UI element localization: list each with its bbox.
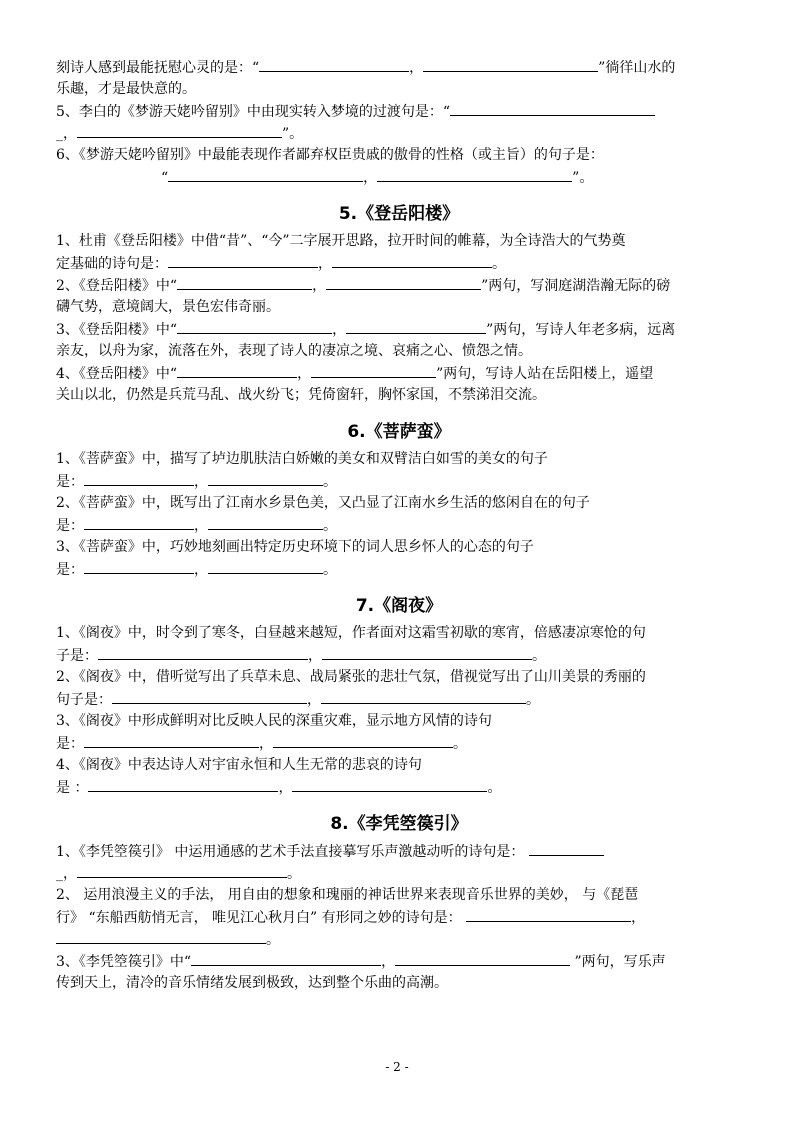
text-line (56, 644, 742, 666)
worksheet-page (56, 56, 742, 994)
line-text: 。 (532, 648, 546, 664)
text-line (56, 732, 742, 754)
line-text: ， (631, 910, 646, 926)
heading-text: 5.《登岳阳楼》 (338, 204, 460, 224)
text-line (56, 166, 742, 188)
line-text: 2、《菩萨蛮》中，既写出了江南水乡景色美，又凸显了江南水乡生活的悠闲自在的句子 (56, 495, 590, 511)
text-line (56, 78, 742, 100)
answer-blank[interactable] (168, 252, 318, 268)
text-line (56, 710, 742, 732)
line-text: 1、《阁夜》中，时令到了寒冬，白昼越来越短，作者面对这霜雪初歇的寒宵，倍感凄凉寒怆的句 (56, 625, 646, 641)
text-line (56, 666, 742, 688)
line-text: 。 (266, 932, 280, 948)
answer-blank[interactable] (346, 318, 486, 334)
line-text: 4、《阁夜》中表达诗人对宇宙永恒和人生无常的悲哀的诗句 (56, 757, 422, 773)
answer-blank[interactable] (56, 928, 266, 944)
answer-blank[interactable] (112, 688, 307, 704)
line-text: 。 (487, 780, 502, 796)
line-text: ”两句，写洞庭湖浩瀚无际的磅 (481, 278, 671, 294)
line-text: ， (297, 366, 312, 382)
text-line (56, 100, 742, 122)
line-text: ， (194, 562, 208, 578)
heading-text: 6.《菩萨蛮》 (347, 422, 451, 442)
line-text: 1、杜甫《登岳阳楼》中借“昔”、“今”二字展开思路，拉开时间的帷幕，为全诗浩大的气势奠 (56, 233, 626, 249)
line-text: ， (194, 518, 208, 534)
line-text: _， (56, 866, 77, 882)
text-line (56, 972, 742, 994)
answer-blank[interactable] (77, 122, 282, 138)
section-heading (56, 198, 742, 230)
text-line (56, 558, 742, 580)
answer-blank[interactable] (191, 950, 381, 966)
text-line (56, 384, 742, 406)
line-text: 。 (526, 692, 540, 708)
text-line (56, 362, 742, 384)
line-text: ， (363, 170, 378, 186)
answer-blank[interactable] (259, 56, 409, 72)
line-text: 定基础的诗句是： (56, 256, 168, 272)
line-text: 1、《李凭箜篌引》 中运用通感的艺术手法直接摹写乐声激越动听的诗句是： (56, 844, 529, 860)
line-text: 礴气势，意境阔大，景色宏伟奇丽。 (56, 299, 280, 315)
line-text: ， (409, 60, 424, 76)
line-text: 。 (323, 474, 337, 490)
line-text: ， (318, 256, 332, 272)
answer-blank[interactable] (98, 644, 308, 660)
line-text: 3、《阁夜》中形成鲜明对比反映人民的深重灾难，显示地方风情的诗句 (56, 713, 492, 729)
section-heading (56, 808, 742, 840)
text-line (56, 776, 742, 798)
text-line (56, 754, 742, 776)
text-line (56, 514, 742, 536)
line-text: ， (259, 736, 273, 752)
line-text: 3、《登岳阳楼》中“ (56, 322, 178, 338)
answer-blank[interactable] (273, 732, 453, 748)
line-text: 5、李白的《梦游天姥吟留别》中由现实转入梦境的过渡句是：“ (56, 104, 451, 120)
line-text: 2、《阁夜》中，借听觉写出了兵草未息、战局紧张的悲壮气氛，借视觉写出了山川美景的秀丽的 (56, 669, 646, 685)
line-text: 子是： (56, 648, 98, 664)
text-line (56, 252, 742, 274)
line-text: ”两句，写诗人站在岳阳楼上，遥望 (436, 366, 654, 382)
answer-blank[interactable] (311, 362, 436, 378)
line-text: 。 (323, 518, 337, 534)
line-text: 3、《李凭箜篌引》中“ (56, 954, 192, 970)
answer-blank[interactable] (321, 688, 526, 704)
line-text: 。 (323, 562, 337, 578)
text-line (56, 906, 742, 928)
line-text: 关山以北，仍然是兵荒马乱、战火纷飞；凭倚窗轩，胸怀家国，不禁涕泪交流。 (56, 387, 546, 403)
answer-blank[interactable] (177, 362, 297, 378)
answer-blank[interactable] (77, 862, 287, 878)
line-text: 6、《梦游天姥吟留别》中最能表现作者鄙弃权臣贵戚的傲骨的性格（或主旨）的句子是： (56, 147, 604, 163)
answer-blank[interactable] (84, 514, 194, 530)
text-line (56, 144, 742, 166)
line-text: 1、《菩萨蛮》中，描写了垆边肌肤洁白娇嫩的美女和双臂洁白如雪的美女的句子 (56, 451, 548, 467)
line-text: 行》 “东船西舫悄无言， 唯见江心秋月白” 有形同之妙的诗句是： (56, 910, 467, 926)
line-text: 刻诗人感到最能抚慰心灵的是：“ (56, 60, 260, 76)
line-text: 是： (56, 736, 84, 752)
answer-blank[interactable] (377, 166, 572, 182)
text-line (56, 622, 742, 644)
line-text: 2、《登岳阳楼》中“ (56, 278, 178, 294)
answer-blank[interactable] (450, 100, 655, 116)
line-text: ， (332, 322, 347, 338)
line-text: 亲友，以舟为家，流落在外，表现了诗人的凄凉之境、哀痛之心、愤怨之情。 (56, 343, 532, 359)
line-text: _， (56, 126, 77, 142)
text-line (56, 122, 742, 144)
text-line (56, 688, 742, 710)
line-text: 2、 运用浪漫主义的手法， 用自由的想象和瑰丽的神话世界来表现音乐世界的美妙， 与《琵琶 (56, 887, 639, 903)
section-heading (56, 590, 742, 622)
line-text: 。 (453, 736, 467, 752)
line-text: ”徜徉山水的 (598, 60, 676, 76)
answer-blank[interactable] (322, 644, 532, 660)
line-text: 传到天上，清冷的音乐情绪发展到极致，达到整个乐曲的高潮。 (56, 975, 448, 991)
line-text: ， (312, 278, 327, 294)
answer-blank[interactable] (84, 558, 194, 574)
text-line (56, 274, 742, 296)
answer-blank[interactable] (332, 252, 492, 268)
line-text: 。 (287, 866, 301, 882)
answer-blank[interactable] (208, 514, 323, 530)
answer-blank[interactable] (84, 732, 259, 748)
line-text: ”两句，写乐声 (570, 954, 666, 970)
text-line (56, 230, 742, 252)
answer-blank[interactable] (208, 470, 323, 486)
answer-blank[interactable] (466, 906, 631, 922)
answer-blank[interactable] (529, 840, 604, 856)
answer-blank[interactable] (84, 470, 194, 486)
line-text: 乐趣，才是最快意的。 (56, 81, 196, 97)
line-text: ”。 (282, 126, 304, 142)
text-line (56, 296, 742, 318)
line-text: 。 (492, 256, 506, 272)
text-line (56, 884, 742, 906)
text-line (56, 56, 742, 78)
text-line (56, 862, 742, 884)
answer-blank[interactable] (423, 56, 598, 72)
text-line (56, 470, 742, 492)
text-line (56, 318, 742, 340)
line-text: 是： (56, 518, 84, 534)
line-text: ， (307, 692, 321, 708)
line-text: 句子是： (56, 692, 112, 708)
answer-blank[interactable] (326, 274, 481, 290)
answer-blank[interactable] (395, 950, 570, 966)
line-text: 3、《菩萨蛮》中，巧妙地刻画出特定历史环境下的词人思乡怀人的心态的句子 (56, 539, 534, 555)
answer-blank[interactable] (208, 558, 323, 574)
answer-blank[interactable] (292, 776, 487, 792)
line-text: 是 ： (56, 780, 89, 796)
line-text: ， (194, 474, 208, 490)
heading-text: 7.《阁夜》 (355, 596, 443, 616)
line-text: ， (308, 648, 322, 664)
line-text: ， (278, 780, 293, 796)
text-line (56, 448, 742, 470)
text-line (56, 950, 742, 972)
answer-blank[interactable] (177, 274, 312, 290)
section-heading (56, 416, 742, 448)
answer-blank[interactable] (177, 318, 332, 334)
heading-text: 8.《李凭箜篌引》 (330, 814, 468, 834)
answer-blank[interactable] (88, 776, 278, 792)
text-line (56, 840, 742, 862)
text-line (56, 340, 742, 362)
line-text: 4、《登岳阳楼》中“ (56, 366, 178, 382)
text-line (56, 928, 742, 950)
line-text: “ (161, 170, 169, 186)
text-line (56, 492, 742, 514)
line-text: ”。 (572, 170, 594, 186)
text-line (56, 536, 742, 558)
line-text: ， (381, 954, 396, 970)
page-number: - 2 - (385, 1060, 409, 1074)
answer-blank[interactable] (168, 166, 363, 182)
line-text: 是： (56, 474, 84, 490)
line-text: ”两句，写诗人年老多病，远离 (486, 322, 676, 338)
line-text: 是： (56, 562, 84, 578)
